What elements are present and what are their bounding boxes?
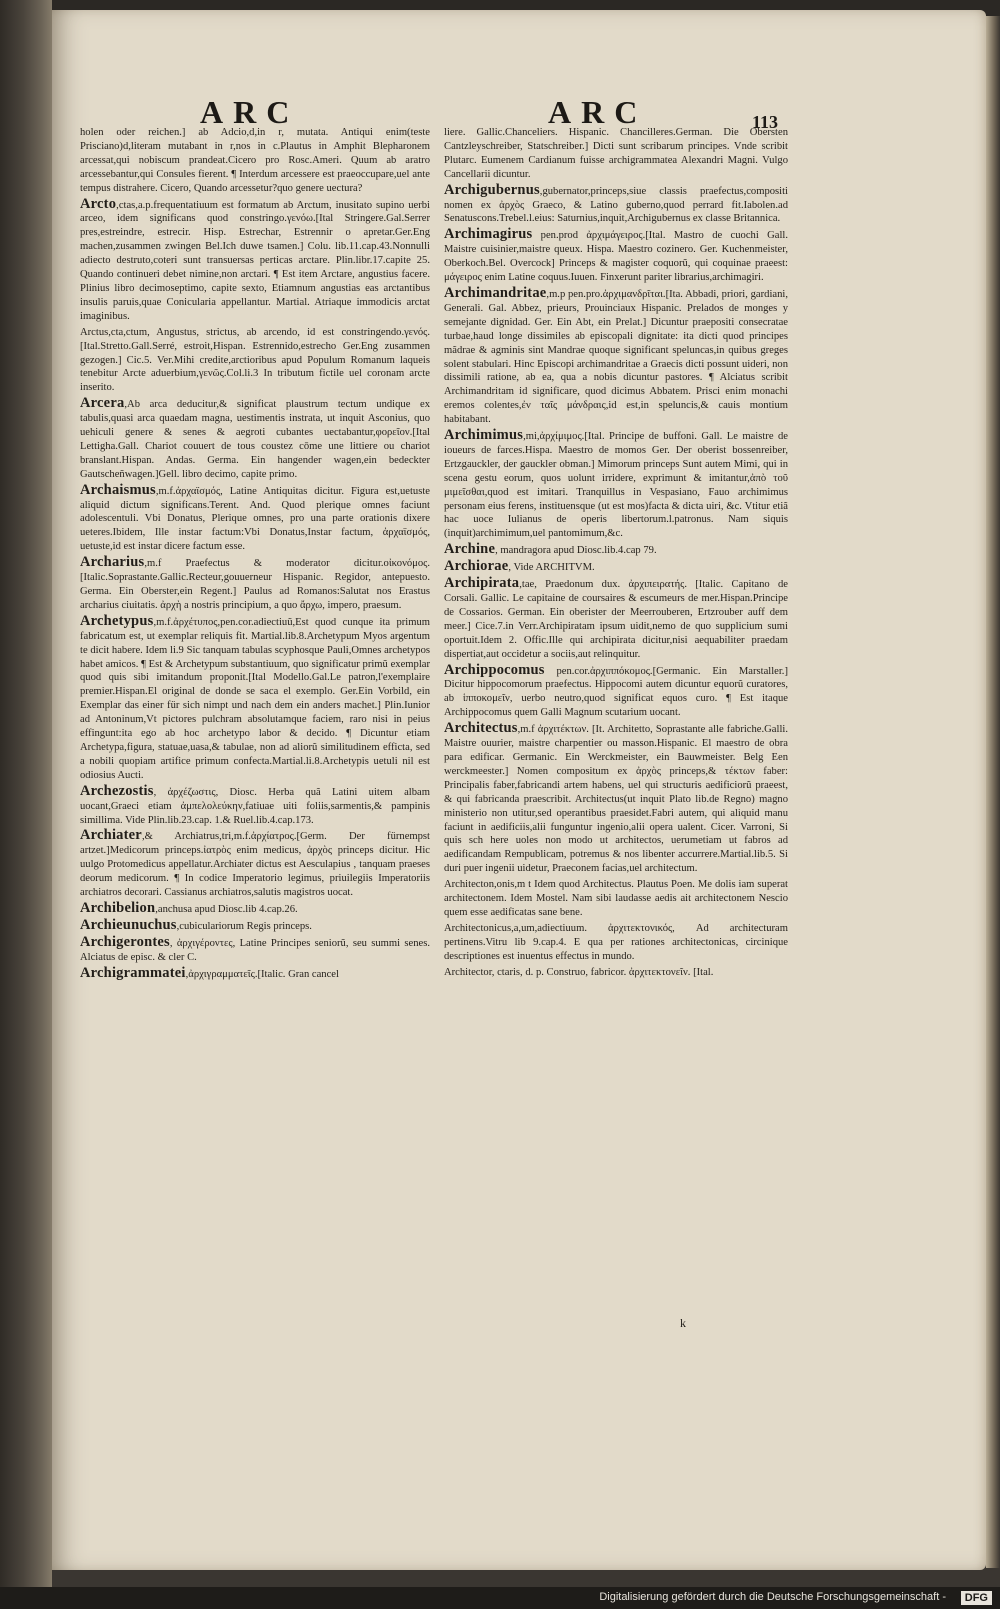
- entry-headword: Archibelion: [80, 899, 156, 916]
- entry-text: ,ctas,a.p.frequentatiuum est formatum ab Arctum, inusitato supino uerbi arceo, idem significans quod constringo.γενόω.[Ital Stringere.Gal.Serrer pres,estreindre, estrecir. Hisp. Estrechar, Estrennir o apretar.Ger.Eng machen,zusammen zwingen Bel.Ich duwe tsamen.] Colu. lib.11.cap.43.Nonnulli adiecto destruto,coteri sunt transuersas perticas arctare. Plin.libr.17.capite 25. Quando continueri debet nimine,non arctari. ¶ Est item Arctare, angustius facere. Plinius libro decimoseptimo, capite sexto, Etiamnum angustias eas arctantibus insulis paruis,quae Conicularia appellantur. Martial. Atriaque immodicis arctat imaginibus.: [80, 199, 430, 322]
- entry-text: pen.cor.ἀρχιππόκομος.[Germanic. Ein Marstaller.] Dicitur hippocomorum praefectus. Hippocomi autem dicuntur equorũ curatores, ab ἱπποκομεῖν, uerbo neutro,quod significat equos curo. ¶ Est itaque Archippocomus quem Galli Magnum scutarium uocant.: [444, 665, 788, 719]
- dictionary-entry: [80, 899, 430, 917]
- entry-text: ,mi,ἀρχίμιμος.[Ital. Principe de buffoni. Gall. Le maistre de ioueurs de farces.Hispa. Maestro de momos Ger. Der oberist bossenreiber, Ertzgauckler, der gauckler obman.] Mimorum princeps Sunt autem Mimi, qui in scena gestu eorum, quos uolunt irridere, exprimunt & imitantur,ἀπὸ τοῦ μιμεῖσθαι,quod est imitari. Tranquillus in Vespasiano, Fauo archimimus personam eius ferens, instituensque (ut est mos)facta & dicta uiri, &c. Vtitur etiã hac uoce Iulianus de operis libertorum.l.patronus. Nam siquis (inquit)archimimum,uel pantomimum,&c.: [444, 431, 788, 540]
- dictionary-entry: [444, 577, 788, 661]
- entry-headword: Archaismus: [80, 481, 156, 498]
- entry-headword: Archipirata: [444, 575, 520, 592]
- footer-bar: [0, 1587, 1000, 1609]
- entry-headword: Archiorae: [444, 558, 509, 575]
- entry-headword: Archippocomus: [444, 661, 545, 678]
- page-fore-edge: [986, 16, 1000, 1568]
- dictionary-entry: [444, 284, 788, 427]
- entry-headword: Archimimus: [444, 427, 524, 444]
- entry-text: ,Ab arca deducitur,& significat plaustrum tectum undique ex tabulis,quasi arca quaedam magna, uestimentis instrata, ut inquit Asconius, quo uehiculi genere & senes & aegroti cubantes uectabantur,φορεῖον.[Ital Lettigha.Gall. Chariot couuert de tous coustez cōme une littiere ou chariot branslant.Hispan. Andas. Germa. Ein hangender wagen,ein bedeckter Gautscheñwagen.]Gell. libro decimo, capite primo.: [80, 399, 430, 480]
- entry-text: holen oder reichen.] ab Adcio,d,in r, mutata. Antiqui enim(teste Prisciano)d,literam mutabant in r,nos in c.Plautus in Amphit Blepharonem arcessat,qui nobiscum prandeat.Cicero pro Rosc.Ameri. Quum ab aratro arcessebantur,qui Consules fierent. ¶ Interdum arcessere est praeoccupare,uel ante tempus distrahere. Cicero, Quando arcessetur?quo genere uectura?: [80, 127, 430, 194]
- entry-headword: Archetypus: [80, 612, 154, 629]
- entry-text: ,tae, Praedonum dux. ἀρχιπειρατής. [Italic. Capitano de Corsali. Gallic. Le capitaine de coursaires & escumeurs de mer.Hispan.Principe de Cossarios. German. Ein oberister der Meerrouberen, Ertzrouber auff dem meer.] Cice.7.in Verr.Archipiratam ipsum uidit,nemo de quo supplicium sumi oportuit.Idem 2. Offic.Ille qui archipirata dicitur,nisi aequabiliter praedam dispertiat,aut occidetur a sociis,aut relinquitur.: [444, 579, 788, 660]
- entry-headword: Archigerontes: [80, 933, 170, 950]
- entry-text: ,cubiculariorum Regis princeps.: [176, 920, 312, 932]
- right-column: [444, 126, 788, 981]
- entry-text: ,& Archiatrus,tri,m.f.ἀρχίατρος.[Germ. Der fürnempst artzet.]Medicorum princeps.ἰατρὸς enim medicus, ἀρχὸς princeps dicitur. Hic uulgo Protomedicus appellatur.Archiater dictus est Aesculapius , tanquam praeses deorum medicorum. ¶ In codice Imperatorio legimus, priuilegiis Imperatoriis archiatros decorari. Cassianus archiatros,salutis magistros uocat.: [80, 831, 430, 899]
- entry-headword: Archigrammatei: [80, 964, 186, 981]
- entry-text: ,gubernator,princeps,siue classis praefectus,compositi nomen ex ἀρχὸς Graeco, & Latino guberno,quod perrard fit.Iabolen.ad Senatuscons.Trebel.l.eius: Saturnius,inquit,Archigubernus ex classe Britannica.: [444, 185, 788, 225]
- funding-notice: Digitalisierung gefördert durch die Deutsche Forschungsgemeinschaft -: [599, 1591, 946, 1603]
- entry-text: ,m.f.ἀρχέτυπος,pen.cor.adiectiuũ,Est quod cunque ita primum fabricatum est, ut exemplar reliquis fit. Martial.lib.8.Archetypum Myos argentum te dicit habere. Idem li.9 Sic tanquam tabulas scyphosque Pauli,Omnes archetypos habet amicos. ¶ Est & Archetypum substantiuum, quo significatur primũ exemplar quod quis sibi imitandum proponit.[Ital Modello.Gal.Le patron,l'exemplaire premier.Hispan.El original de donde se saca el exemplo. Ger.Ein Vorbild, ein Exemplar das einer für sich nimpt und nach dem ein anders machet.] Plin.Iunior ad Antoninum,Vt pictores pulchram absolutamque faciem, raro nisi in peius effingunt:ita ego ab hoc archetypo labor & decido. ¶ Dicuntur etiam Archetypa,figura, statuae,uasa,& tabulae, non ad aliorũ similitudinem efficta, sed a nobili quopiam artifice primum confecta.Martial.li.8.Archetypis uetuli nil est odiosius Aucti.: [80, 616, 430, 781]
- entry-text: Architectonicus,a,um,adiectiuum. ἀρχιτεκτονικός, Ad architecturam pertinens.Vitru lib 9.cap.4. E qua per rationes architectonicas, circinique descriptiones est inuentus effectus in mundo.: [444, 922, 788, 962]
- page-number: 113: [752, 112, 779, 132]
- entry-text: , ἀρχιγέροντες, Latine Principes seniorũ, seu summi senes. Alciatus de episc. & cler C.: [80, 937, 430, 963]
- dictionary-entry: [80, 481, 430, 555]
- entry-text: ,m.p pen.pro.ἀρχιμανδρῖται.[Ita. Abbadi, priori, gardiani, Generali. Gal. Abbez, prieurs, Prouinciaux Hispanic. Prelados de monges y semejante dignidad. Ger. Ein Abt, ein Prelat.] Dicuntur praepositi consecratae turbae,haud longe dissimiles ab episcopali dignitate: ita dicti quod principes mãdrae & agminis sint Mandrae quoque significant speluncas,in quibus greges solent stabulari. Hinc Episcopi archimandritae a Graecis dicti possunt uideri, non dissimili ratione, ab ea, qua a nobis dicuntur pastores. ¶ Alciatus scribit Archimandritam id significare, quod dicimus Abbatem. Prisci enim monachi eremos colentes,ἐν ταῖς μάνδραις,id est,in speluncis,& cauis montium habitabant.: [444, 288, 788, 426]
- catchword: k: [680, 1316, 686, 1330]
- entry-text: Architector, ctaris, d. p. Construo, fabricor. ἀρχιτεκτονεῖν. [Ital.: [444, 966, 714, 978]
- entry-headword: Archezostis: [80, 782, 154, 799]
- entry-text: pen.prod ἀρχιμάγειρος.[Ital. Mastro de cuochi Gall. Maistre cuisinier,maistre queux. Hispa. Maestro cozinero. Ger. Kuchenmeister, Oberkoch.Bel. Overcock] Princeps & magister coquorũ, qui coquinae praeest: μάγειρος enim Latine coquus.Iuuen. Finxerunt pariter librarius,archimagiri.: [444, 230, 788, 284]
- entry-headword: Archimagirus: [444, 226, 533, 243]
- entry-headword: Archiater: [80, 827, 142, 844]
- dictionary-entry: [444, 560, 788, 575]
- dictionary-entry: [444, 126, 788, 182]
- dictionary-entry: [80, 556, 430, 613]
- entry-text: liere. Gallic.Chanceliers. Hispanic. Chancilleres.German. Die Obersten Cantzleyschreiber, Statschreiber.] Dicti sunt scribarum principes. Vnde scribit Plutarc. Eumenem Cardianum fuisse archigrammatea Alexandri Magni. Vulgo Cancellarii dicuntur.: [444, 127, 788, 180]
- dictionary-entry: [80, 397, 430, 481]
- dictionary-entry: [80, 964, 430, 982]
- dfg-logo: DFG: [961, 1591, 992, 1605]
- dictionary-entry: [444, 722, 788, 876]
- entry-headword: Arcera: [80, 395, 125, 412]
- entry-headword: Archine: [444, 541, 496, 558]
- dictionary-entry: [80, 326, 430, 396]
- entry-text: , ἀρχέζωστις, Diosc. Herba quã Latini uitem albam uocant,Graeci etiam ἀμπελολεύκην,fatiuae uiti foliis,sarmentis,& pampinis simillima. Vide Plin.lib.23.cap. 1.& Ruel.lib.4.cap.173.: [80, 786, 430, 826]
- dictionary-entry: [80, 916, 430, 934]
- dictionary-entry: [80, 782, 430, 828]
- entry-headword: Archimandritae: [444, 284, 547, 301]
- entry-headword: Architectus: [444, 720, 518, 737]
- running-head-left: ARC: [200, 94, 300, 130]
- dictionary-entry: [444, 922, 788, 964]
- entry-text: Architecton,onis,m t Idem quod Architectus. Plautus Poen. Me dolis iam superat architectonem. Idem Mostel. Nam sibi laudasse aedis ait architectonem Nescio quem esse aedificatas sane bene.: [444, 879, 788, 918]
- dictionary-entry: [444, 543, 788, 558]
- entry-text: , mandragora apud Diosc.lib.4.cap 79.: [495, 545, 657, 557]
- dictionary-entry: [80, 612, 430, 783]
- dictionary-entry: [444, 966, 788, 980]
- dictionary-entry: [80, 829, 430, 900]
- entry-headword: Arcto: [80, 195, 117, 212]
- dictionary-entry: [444, 228, 788, 285]
- entry-text: ,m.f.ἀρχαϊσμός, Latine Antiquitas dicitur. Figura est,uetuste aliquid dictum significans.Terent. And. Quod plerique omnes faciunt adolescentuli. Vbi Donatus, Plerique omnes, pro una parte orationis dixere ueteres.Ibidem, Ille instar factum:Vbi Donatus,Instar factum, ἀρχαϊσμός, uetuste,id est instar dicere factum esse.: [80, 485, 430, 553]
- entry-text: ,m.f ἀρχιτέκτων. [It. Architetto, Soprastante alle fabriche.Galli. Maistre ouurier, maistre charpentier ou masson.Hispanic. El maestro de obra para edificar. Germanic. Ein Werckmeister, ein Bauwmeister. Belg Een werckmeester.] Nomen compositum ex ἀρχὸς princeps,& τέκτων faber: Principalis faber,fabricandi artem habens, uel qui structuris aedificiorũ praeest, & qui fabricanda praescribit. Architectus(ut inquit Plato lib.de Regno) magno ministerio non utitur,sed operantibus praesidet.Fabri autem, qui aliquid manu faciunt in aedificiis,alii funguntur ingenio,alii opera ualent. Cicer. Varroni, Si quis sch here uoles non modo ut architectos, uerumetiam ut fabros ad aedificandam Rempublicam, potremus & nos libenter accurrere.Martial.lib.5. Si duri puer ingenii uidetur, Praeconem facias,uel architectum.: [444, 724, 788, 875]
- dictionary-entry: [444, 878, 788, 920]
- entry-text: ,ἀρχιγραμματεῖς.[Italic. Gran cancel: [185, 968, 339, 980]
- running-head-right: ARC: [548, 94, 648, 130]
- entry-text: ,anchusa apud Diosc.lib 4.cap.26.: [155, 903, 298, 915]
- entry-text: Arctus,cta,ctum, Angustus, strictus, ab arcendo, id est constringendo.γενός.[Ital.Stretto.Gall.Serré, estroit,Hispan. Estrennido,estrecho Ger.Eng zusammen gezogen.] Cic.5. Ver.Mihi credite,arctioribus apud Populum Romanum laqueis tenebitur Arcte aduerbium,γενῶς.Col.li.3 In tributum fictile uel coronam arcte inserito.: [80, 326, 430, 394]
- entry-headword: Archigubernus: [444, 181, 540, 198]
- left-column: [80, 126, 430, 983]
- entry-headword: Archarius: [80, 554, 145, 571]
- entry-headword: Archieunuchus: [80, 916, 177, 933]
- dictionary-entry: [80, 195, 430, 324]
- entry-text: , Vide ARCHITVM.: [508, 562, 595, 574]
- book-spine-edge: [0, 0, 52, 1609]
- dictionary-entry: [80, 933, 430, 965]
- dictionary-entry: [444, 661, 788, 721]
- dictionary-entry: [444, 181, 788, 227]
- dictionary-entry: [80, 126, 430, 196]
- dictionary-entry: [444, 429, 788, 541]
- entry-text: ,m.f Praefectus & moderator dicitur.οἰκονόμος. [Italic.Soprastante.Gallic.Recteur,gouuerneur Hispanic. Regidor, antepuesto. Germa. Ein Oberster,ein Regent.] Paulus ad Romanos:Salutat nos Erastus archarius ciuitatis. ἀρχὴ a nostris principium, a quo ἄρχω, impero, praesum.: [80, 558, 430, 611]
